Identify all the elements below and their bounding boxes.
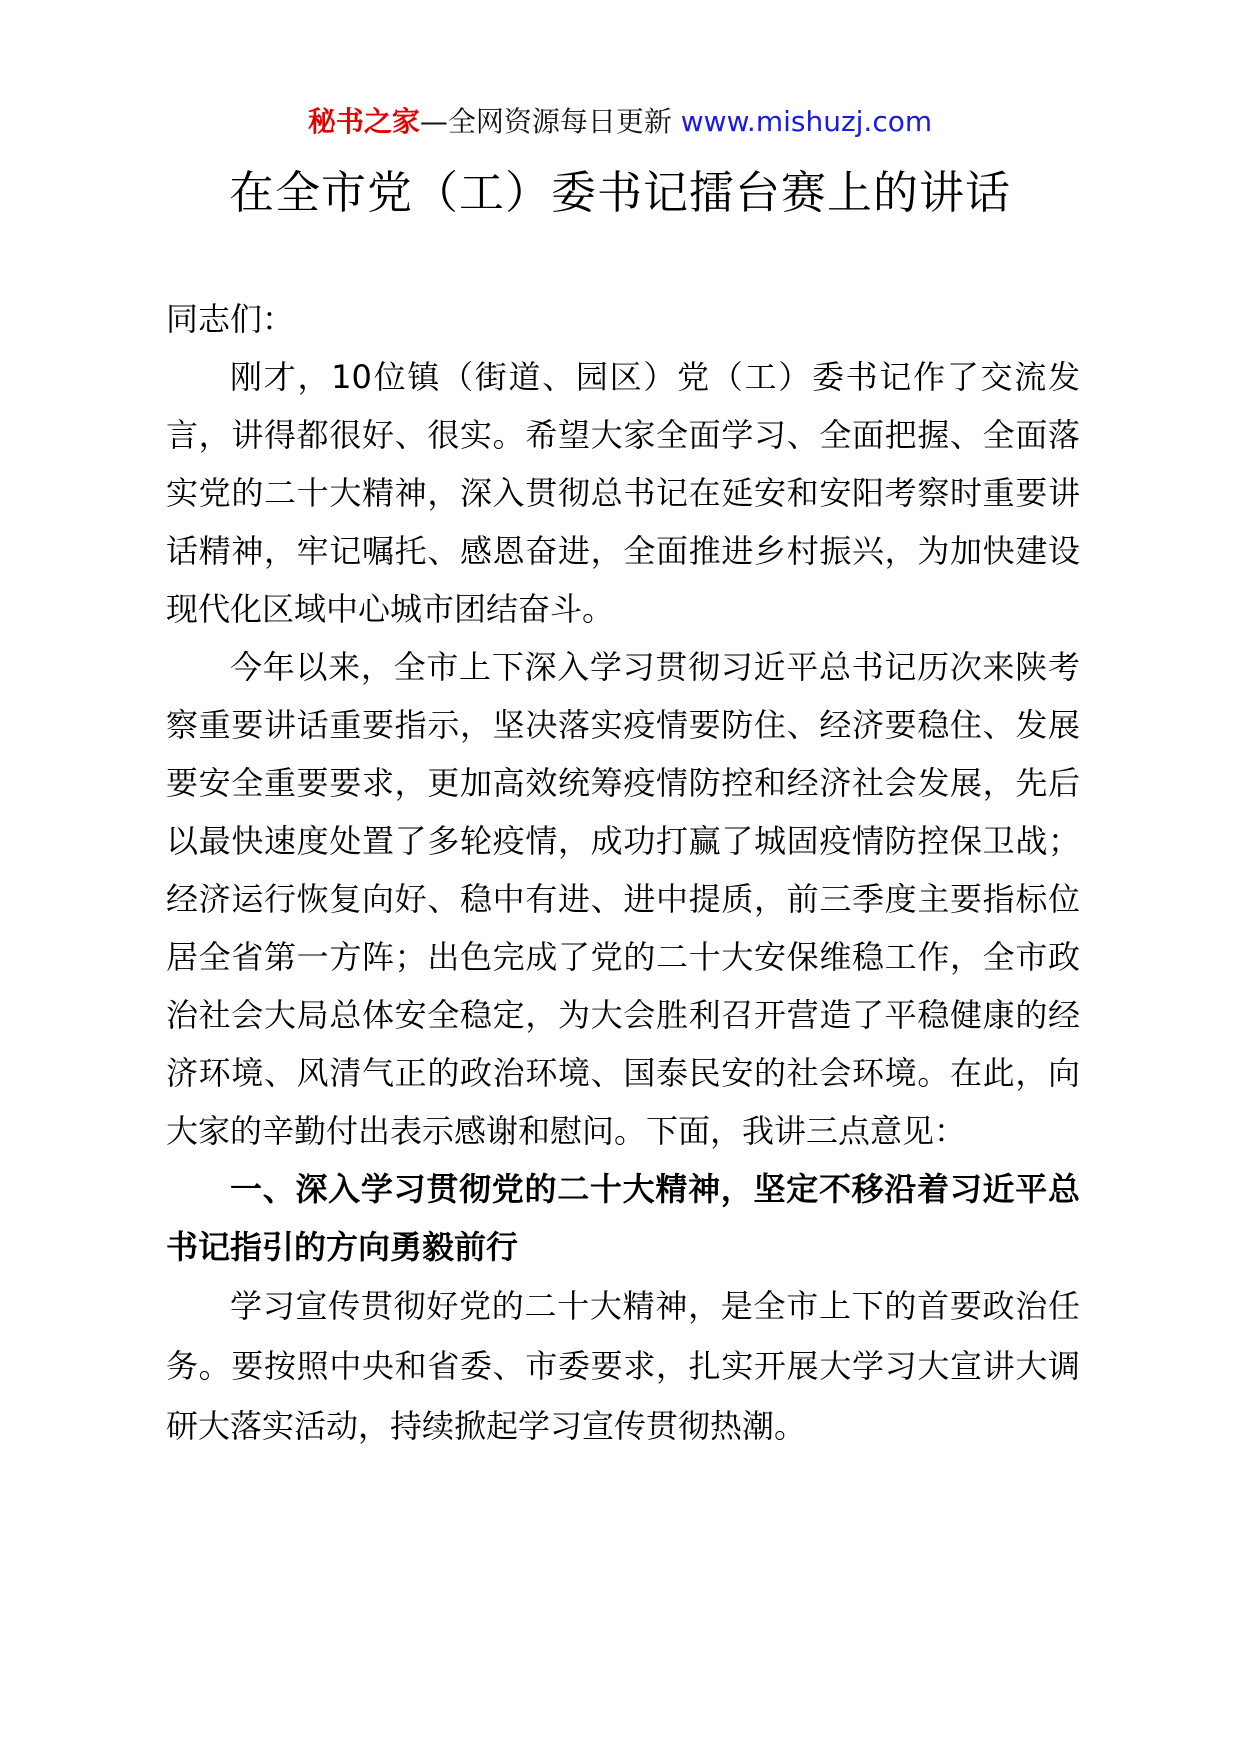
site-header [0,102,1240,142]
header-tagline: —全网资源每日更新 [419,105,681,138]
document-title: 在全市党（工）委书记擂台赛上的讲话 [228,166,1011,219]
paragraph-review: 今年以来，全市上下深入学习贯彻习近平总书记历次来陕考察重要讲话重要指示，坚决落实疫情要防住、经济要稳住、发展要安全重要要求，更加高效统筹疫情防控和经济社会发展，先后以最快速度处置了多轮疫情，成功打赢了城固疫情防控保卫战；经济运行恢复向好、稳中有进、进中提质，前三季度主要指标位居全省第一方阵；出色完成了党的二十大安保维稳工作，全市政治社会大局总体安全稳定，为大会胜利召开营造了平稳健康的经济环境、风清气正的政治环境、国泰民安的社会环境。在此，向大家的辛勤付出表示感谢和慰问。下面，我讲三点意见： [166,648,1080,1150]
site-link[interactable]: www.mishuzj.com [680,105,933,138]
document-body [166,290,1080,1456]
salutation: 同志们： [166,300,295,338]
paragraph-section-one: 学习宣传贯彻好党的二十大精神，是全市上下的首要政治任务。要按照中央和省委、市委要求，扎实开展大学习大宣讲大调研大落实活动，持续掀起学习宣传贯彻热潮。 [166,1287,1080,1445]
section-heading: 一、深入学习贯彻党的二十大精神，坚定不移沿着习近平总书记指引的方向勇毅前行 [166,1170,1080,1266]
brand-name: 秘书之家 [307,105,420,138]
paragraph-intro: 刚才，10位镇（街道、园区）党（工）委书记作了交流发言，讲得都很好、很实。希望大家全面学习、全面把握、全面落实党的二十大精神，深入贯彻总书记在延安和安阳考察时重要讲话精神，牢记嘱托、感恩奋进，全面推进乡村振兴，为加快建设现代化区域中心城市团结奋斗。 [166,358,1080,628]
